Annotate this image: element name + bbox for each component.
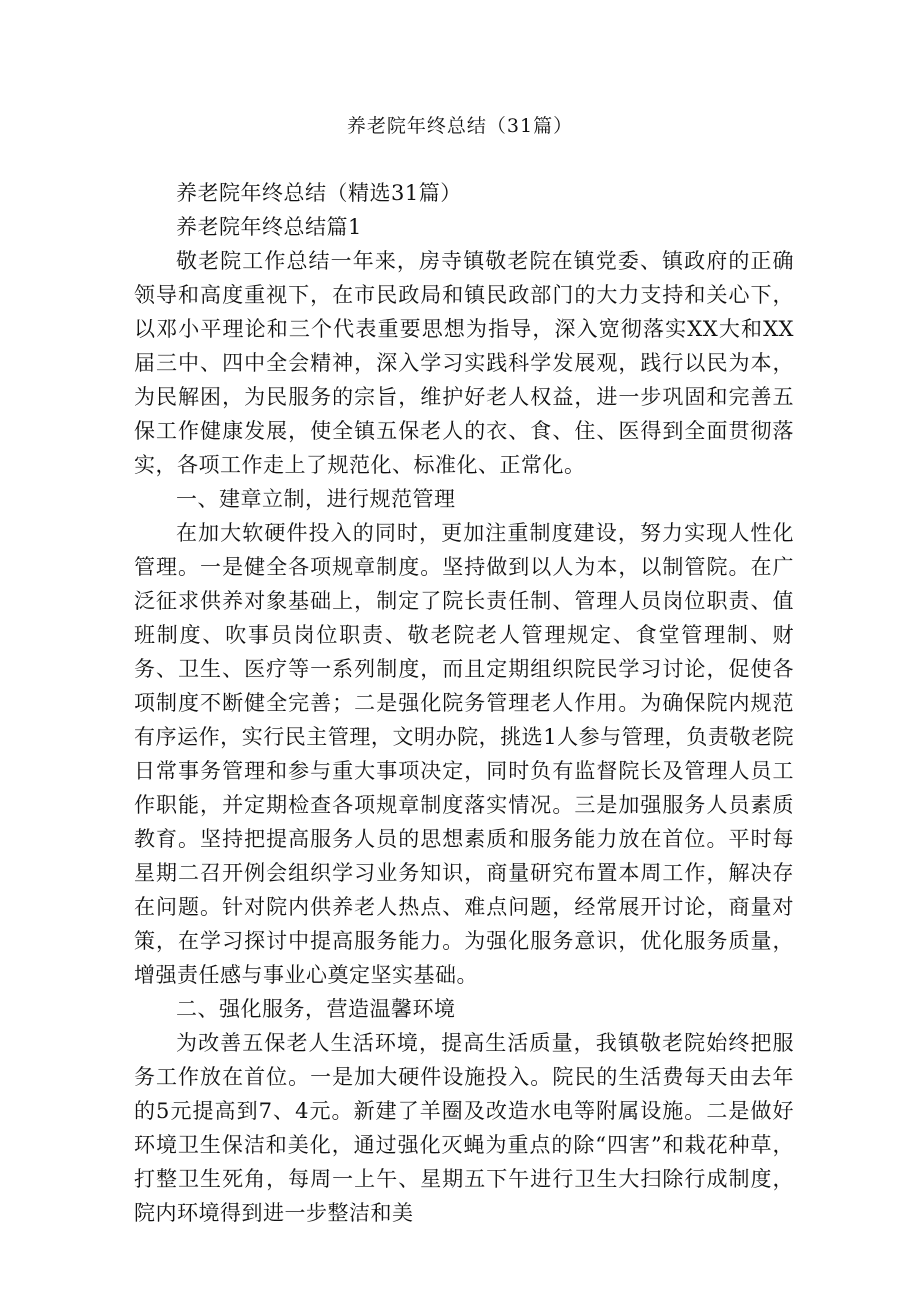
document-title: 养老院年终总结（31篇） xyxy=(346,115,574,137)
chapter-heading: 养老院年终总结篇1 xyxy=(176,215,362,239)
document-body xyxy=(134,176,794,1230)
section-2-heading: 二、强化服务，营造温馨环境 xyxy=(176,997,456,1021)
section-1-heading: 一、建章立制，进行规范管理 xyxy=(176,487,456,511)
intro-paragraph: 敬老院工作总结一年来，房寺镇敬老院在镇党委、镇政府的正确领导和高度重视下，在市民政局和镇民政部门的大力支持和关心下，以邓小平理论和三个代表重要思想为指导，深入宽彻落实XX大和XX届三中、四中全会精神，深入学习实践科学发展观，践行以民为本，为民解困，为民服务的宗旨，维护好老人权益，进一步巩固和完善五保工作健康发展，使全镇五保老人的衣、食、住、医得到全面贯彻落实，各项工作走上了规范化、标准化、正常化。 xyxy=(134,249,794,477)
section-2-paragraph: 为改善五保老人生活环境，提高生活质量，我镇敬老院始终把服务工作放在首位。一是加大硬件设施投入。院民的生活费每天由去年的5元提高到7、4元。新建了羊圈及改造水电等附属设施。二是做好环境卫生保洁和美化，通过强化灭蝇为重点的除“四害”和栽花种草，打整卫生死角，每周一上午、星期五下午进行卫生大扫除行成制度，院内环境得到进一步整洁和美 xyxy=(134,1031,794,1225)
section-1-paragraph: 在加大软硬件投入的同时，更加注重制度建设，努力实现人性化管理。一是健全各项规章制度。坚持做到以人为本，以制管院。在广泛征求供养对象基础上，制定了院长责任制、管理人员岗位职责、值班制度、吹事员岗位职责、敬老院老人管理规定、食堂管理制、财务、卫生、医疗等一系列制度，而且定期组织院民学习讨论，促使各项制度不断健全完善；二是强化院务管理老人作用。为确保院内规范有序运作，实行民主管理，文明办院，挑选1人参与管理，负责敬老院日常事务管理和参与重大事项决定，同时负有监督院长及管理人员工作职能，并定期检查各项规章制度落实情况。三是加强服务人员素质教育。坚持把提高服务人员的思想素质和服务能力放在首位。平时每星期二召开例会组织学习业务知识，商量研究布置本周工作，解决存在问题。针对院内供养老人热点、难点问题，经常展开讨论，商量对策，在学习探讨中提高服务能力。为强化服务意识，优化服务质量，增强责任感与事业心奠定坚实基础。 xyxy=(134,521,794,987)
document-subtitle: 养老院年终总结（精选31篇） xyxy=(176,181,462,205)
